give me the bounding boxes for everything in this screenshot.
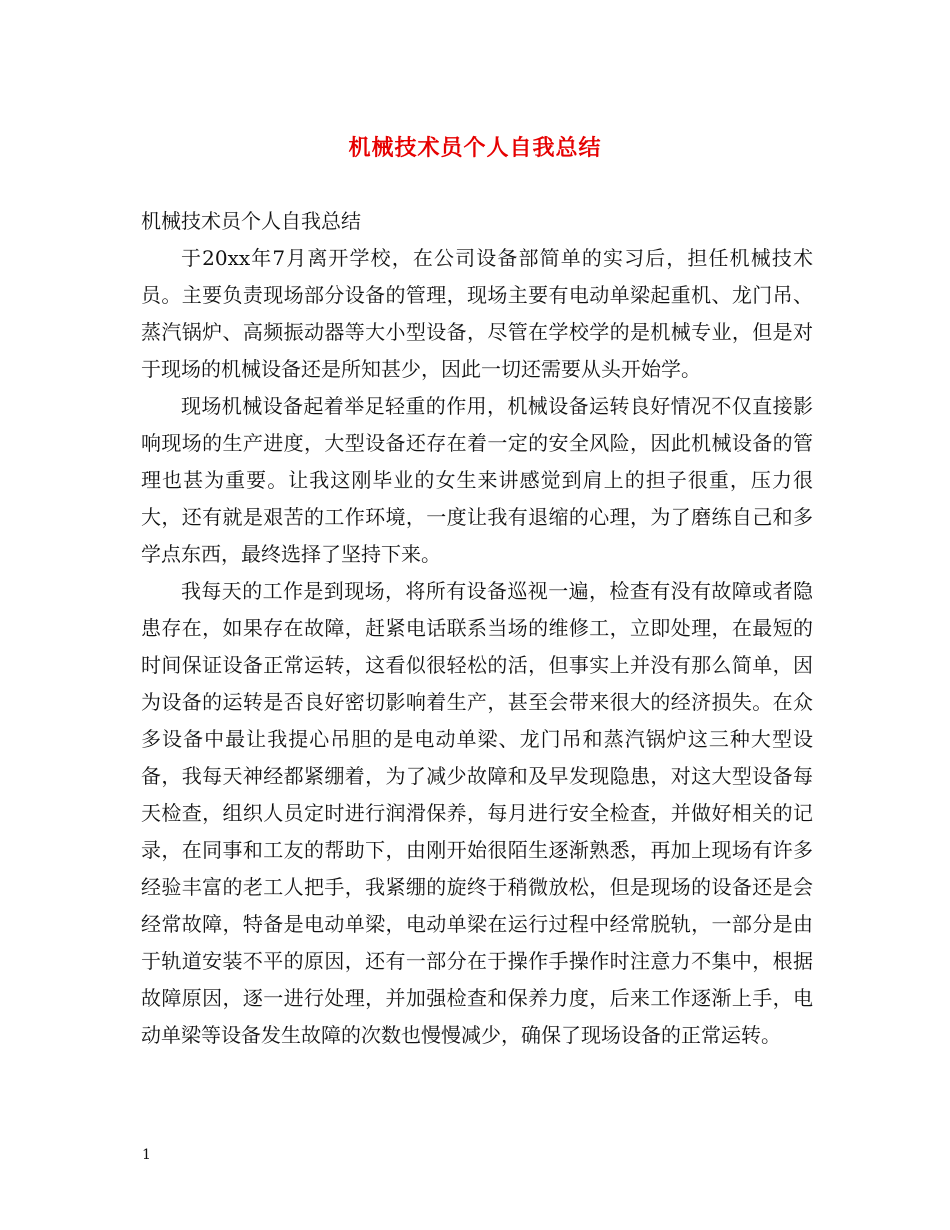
- paragraph-2: 现场机械设备起着举足轻重的作用，机械设备运转良好情况不仅直接影响现场的生产进度，大型设备还存在着一定的安全风险，因此机械设备的管理也甚为重要。让我这刚毕业的女生来讲感觉到肩上的担子很重，压力很大，还有就是艰苦的工作环境，一度让我有退缩的心理，为了磨练自己和多学点东西，最终选择了坚持下来。: [141, 394, 813, 566]
- page-number: 1: [142, 1147, 151, 1163]
- page-title: 机械技术员个人自我总结: [348, 135, 602, 161]
- paragraph-3: 我每天的工作是到现场，将所有设备巡视一遍，检查有没有故障或者隐患存在，如果存在故障，赶紧电话联系当场的维修工，立即处理，在最短的时间保证设备正常运转，这看似很轻松的活，但事实上并没有那么简单，因为设备的运转是否良好密切影响着生产，甚至会带来很大的经济损失。在众多设备中最让我提心吊胆的是电动单梁、龙门吊和蒸汽锅炉这三种大型设备，我每天神经都紧绷着，为了减少故障和及早发现隐患，对这大型设备每天检查，组织人员定时进行润滑保养，每月进行安全检查，并做好相关的记录，在同事和工友的帮助下，由刚开始很陌生逐渐熟悉，再加上现场有许多经验丰富的老工人把手，我紧绷的旋终于稍微放松，但是现场的设备还是会经常故障，特备是电动单梁，电动单梁在运行过程中经常脱轨，一部分是由于轨道安装不平的原因，还有一部分在于操作手操作时注意力不集中，根据故障原因，逐一进行处理，并加强检查和保养力度，后来工作逐渐上手，电动单梁等设备发生故障的次数也慢慢减少，确保了现场设备的正常运转。: [141, 579, 813, 1047]
- document-body: [141, 203, 813, 1054]
- paragraph-1: 于20xx年7月离开学校，在公司设备部简单的实习后，担任机械技术员。主要负责现场部分设备的管理，现场主要有电动单梁起重机、龙门吊、蒸汽锅炉、高频振动器等大小型设备，尽管在学校学的是机械专业，但是对于现场的机械设备还是所知甚少，因此一切还需要从头开始学。: [141, 246, 813, 381]
- document-subtitle: 机械技术员个人自我总结: [141, 209, 361, 233]
